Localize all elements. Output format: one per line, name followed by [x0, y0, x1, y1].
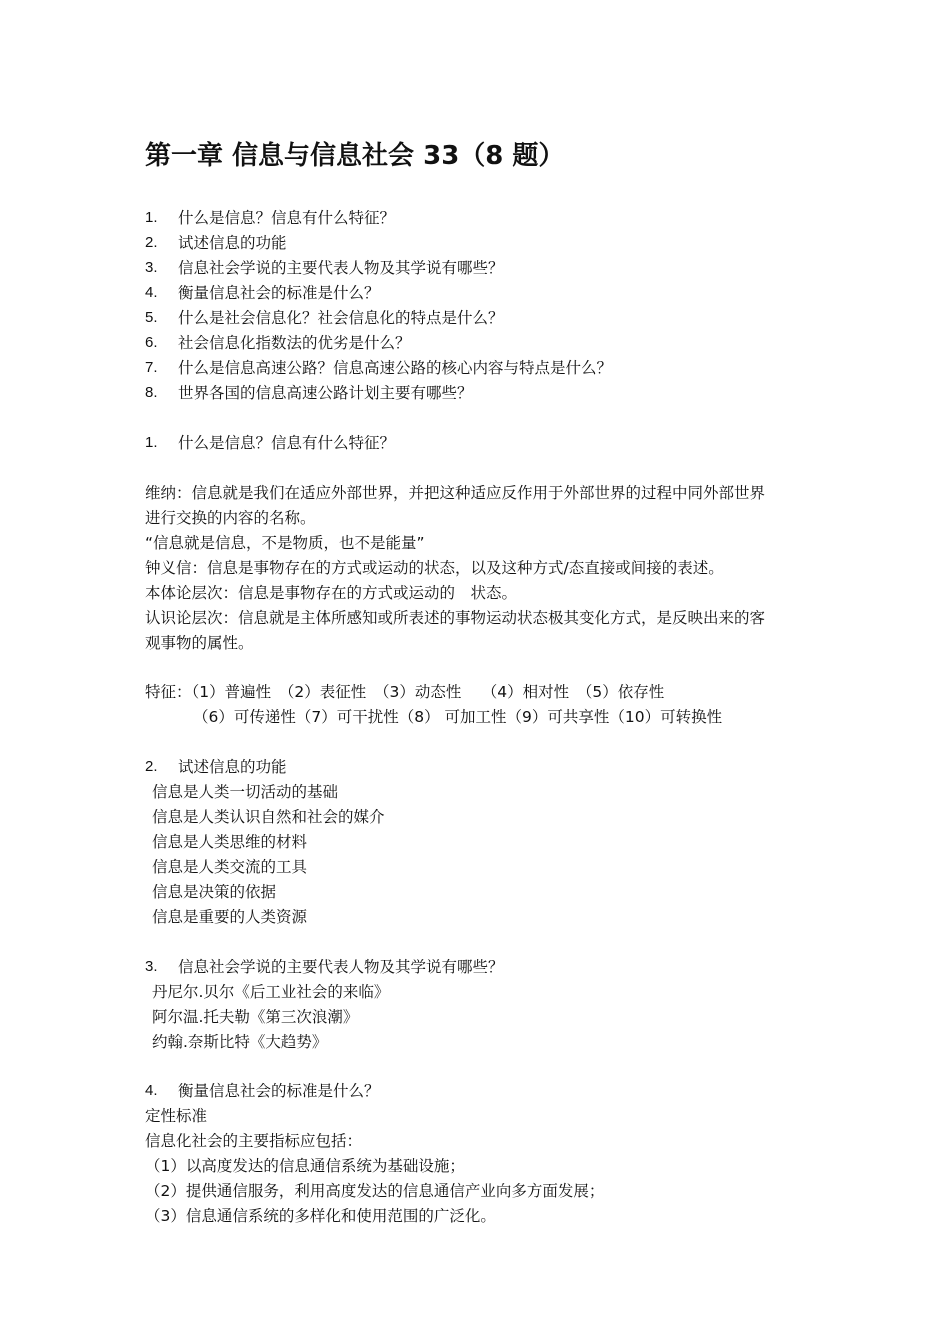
- paragraph-line: 定性标准: [145, 1107, 208, 1125]
- paragraph-line: 信息化社会的主要指标应包括：: [145, 1132, 363, 1150]
- list-item: 世界各国的信息高速公路计划主要有哪些？: [178, 384, 473, 402]
- list-item-number: 6.: [145, 334, 158, 351]
- paragraph-line: 阿尔温.托夫勒《第三次浪潮》: [152, 1008, 359, 1026]
- paragraph-line: 维纳：信息就是我们在适应外部世界，并把这种适应反作用于外部世界的过程中同外部世界: [145, 484, 766, 502]
- features-line: 特征：（1）普遍性 （2）表征性 （3）动态性 （4）相对性 （5）依存性: [145, 683, 665, 701]
- paragraph-line: 信息是重要的人类资源: [152, 908, 308, 926]
- list-item: 社会信息化指数法的优劣是什么？: [178, 334, 411, 352]
- paragraph-line: 信息是人类思维的材料: [152, 833, 308, 851]
- paragraph-line: （2）提供通信服务，利用高度发达的信息通信产业向多方面发展；: [145, 1182, 605, 1200]
- chapter-title: 第一章 信息与信息社会 33（8 题）: [145, 141, 565, 171]
- section-number: 1.: [145, 434, 158, 451]
- paragraph-line: 约翰.奈斯比特《大趋势》: [152, 1033, 328, 1051]
- list-item: 衡量信息社会的标准是什么？: [178, 284, 380, 302]
- section-heading: 试述信息的功能: [178, 758, 287, 776]
- section-number: 3.: [145, 958, 158, 975]
- list-item-number: 1.: [145, 209, 158, 226]
- paragraph-line: 认识论层次：信息就是主体所感知或所表述的事物运动状态极其变化方式，是反映出来的客: [145, 609, 766, 627]
- list-item-number: 2.: [145, 234, 158, 251]
- paragraph-line: 信息是人类交流的工具: [152, 858, 308, 876]
- paragraph-line: 信息是人类认识自然和社会的媒介: [152, 808, 385, 826]
- section-heading: 衡量信息社会的标准是什么？: [178, 1082, 380, 1100]
- paragraph-line: 进行交换的内容的名称。: [145, 509, 316, 527]
- paragraph-line: “信息就是信息，不是物质，也不是能量”: [145, 534, 425, 552]
- list-item: 什么是信息？信息有什么特征？: [178, 209, 396, 227]
- list-item: 什么是社会信息化？社会信息化的特点是什么？: [178, 309, 504, 327]
- paragraph-line: 本体论层次：信息是事物存在的方式或运动的 状态。: [145, 584, 518, 602]
- paragraph-line: 观事物的属性。: [145, 634, 254, 652]
- paragraph-line: 信息是决策的依据: [152, 883, 277, 901]
- paragraph-line: （3）信息通信系统的多样化和使用范围的广泛化。: [145, 1207, 496, 1225]
- section-heading: 什么是信息？信息有什么特征？: [178, 434, 396, 452]
- list-item-number: 4.: [145, 284, 158, 301]
- list-item: 信息社会学说的主要代表人物及其学说有哪些？: [178, 259, 504, 277]
- list-item-number: 5.: [145, 309, 158, 326]
- list-item-number: 7.: [145, 359, 158, 376]
- features-line: （6）可传递性（7）可干扰性（8） 可加工性（9）可共享性（10）可转换性: [193, 708, 723, 726]
- list-item-number: 8.: [145, 384, 158, 401]
- list-item: 什么是信息高速公路？信息高速公路的核心内容与特点是什么？: [178, 359, 613, 377]
- paragraph-line: 信息是人类一切活动的基础: [152, 783, 339, 801]
- section-heading: 信息社会学说的主要代表人物及其学说有哪些？: [178, 958, 504, 976]
- list-item-number: 3.: [145, 259, 158, 276]
- section-number: 2.: [145, 758, 158, 775]
- paragraph-line: 钟义信：信息是事物存在的方式或运动的状态，以及这种方式/态直接或间接的表述。: [145, 559, 724, 577]
- paragraph-line: （1）以高度发达的信息通信系统为基础设施；: [145, 1157, 465, 1175]
- section-number: 4.: [145, 1082, 158, 1099]
- paragraph-line: 丹尼尔.贝尔《后工业社会的来临》: [152, 983, 390, 1001]
- list-item: 试述信息的功能: [178, 234, 287, 252]
